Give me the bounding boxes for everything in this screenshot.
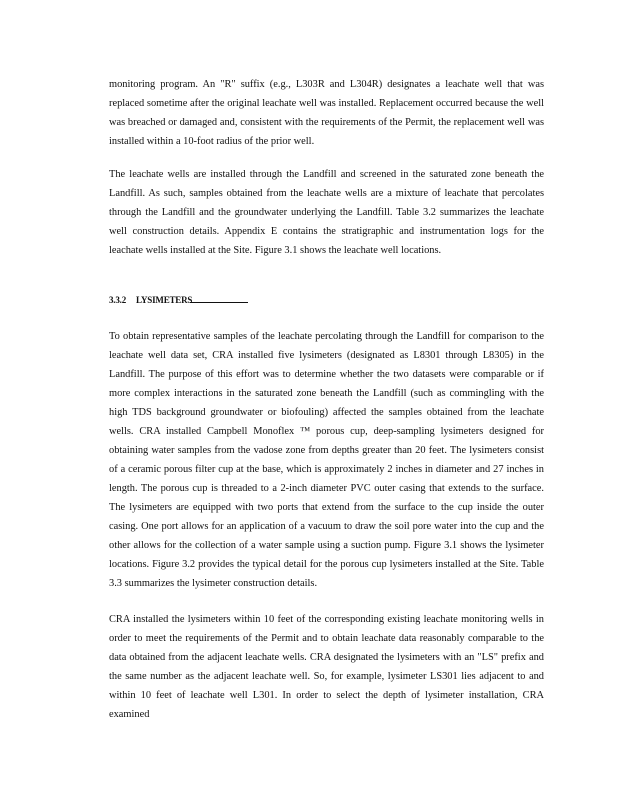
section-title: LYSIMETERS: [136, 295, 193, 305]
document-page: [109, 75, 544, 724]
paragraph-lysimeter-description: To obtain representative samples of the leachate percolating through the Landfill for comparison to the leachate well data set, CRA installed five lysimeters (designated as L8301 through L8305) in the Landfill. The purpose of this effort was to determine whether the two datasets were comparable or if more complex interactions in the saturated zone beneath the Landfill (such as commingling with the high TDS background groundwater or biofouling) affected the samples obtained from the leachate wells. CRA installed Campbell Monoflex ™ porous cup, deep-sampling lysimeters designed for obtaining water samples from the vadose zone from depths greater than 20 feet. The lysimeters consist of a ceramic porous filter cup at the base, which is approximately 2 inches in diameter and 27 inches in length. The porous cup is threaded to a 2-inch diameter PVC outer casing that extends to the surface. The lysimeters are equipped with two ports that extend from the surface to the cup inside the outer casing. One port allows for an application of a vacuum to draw the soil pore water into the cup and the other allows for the collection of a water sample using a suction pump. Figure 3.1 shows the lysimeter locations. Figure 3.2 provides the typical detail for the porous cup lysimeters installed at the Site. Table 3.3 summarizes the lysimeter construction details.: [109, 331, 544, 589]
section-number: 3.3.2: [109, 295, 127, 305]
paragraph-leachate-well-suffix: monitoring program. An "R" suffix (e.g., L303R and L304R) designates a leachate well that was replaced sometime after the original leachate well was installed. Replacement occurred because the well was breached or damaged and, consistent with the requirements of the Permit, the replacement well was installed within a 10-foot radius of the prior well.: [109, 79, 544, 147]
paragraph-lysimeter-placement: CRA installed the lysimeters within 10 feet of the corresponding existing leachate monitoring wells in order to meet the requirements of the Permit and to obtain leachate data reasonably comparable to the data obtained from the adjacent leachate wells. CRA designated the lysimeters with an "LS" prefix and the same number as the adjacent leachate well. So, for example, lysimeter LS301 lies adjacent to and within 10 feet of leachate well L301. In order to select the depth of lysimeter installation, CRA examined: [109, 614, 544, 720]
section-heading: [109, 293, 544, 307]
heading-underline: [190, 302, 248, 303]
paragraph-leachate-wells-installation: The leachate wells are installed through the Landfill and screened in the saturated zone beneath the Landfill. As such, samples obtained from the leachate wells are a mixture of leachate that percolates through the Landfill and the groundwater underlying the Landfill. Table 3.2 summarizes the leachate well construction details. Appendix E contains the stratigraphic and instrumentation logs for the leachate wells installed at the Site. Figure 3.1 shows the leachate well locations.: [109, 169, 544, 256]
